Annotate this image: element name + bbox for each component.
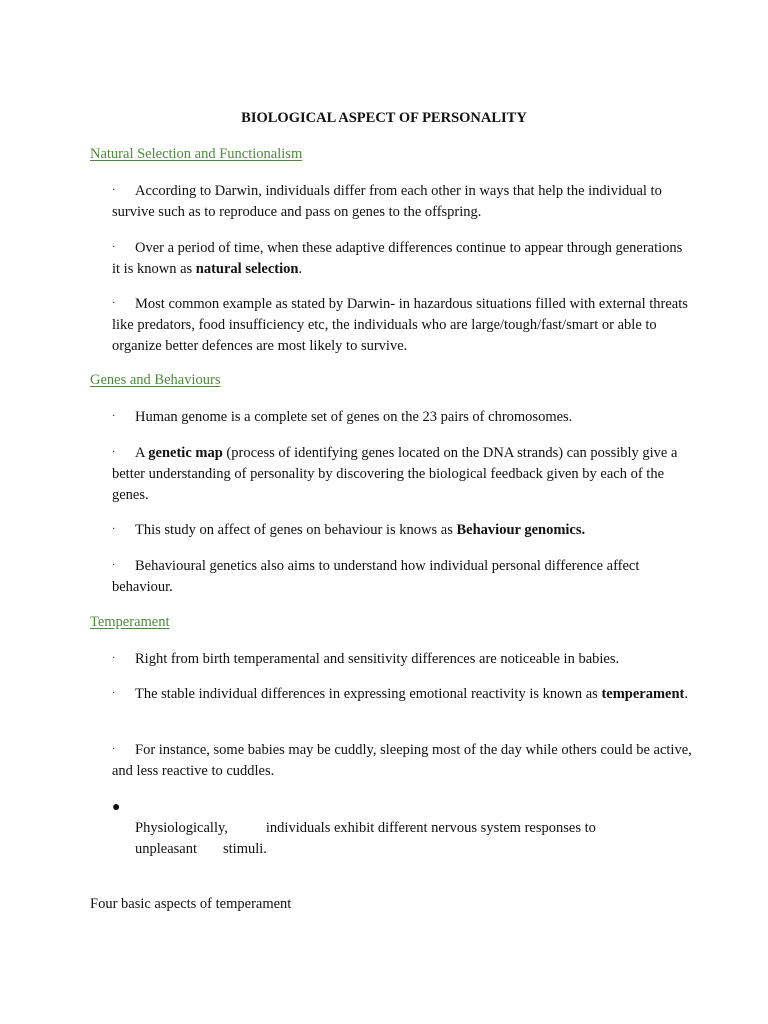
bullet-paragraph: · Human genome is a complete set of genes on the 23 pairs of chromosomes. xyxy=(112,406,692,428)
bullet-dot: · xyxy=(112,560,116,571)
bold-term: Behaviour genomics. xyxy=(456,522,586,538)
bullet-paragraph: · Behavioural genetics also aims to understand how individual personal difference affect behaviour. xyxy=(112,555,692,598)
bullet-paragraph: · Most common example as stated by Darwin- in hazardous situations filled with external threats like predators, food insufficiency etc, the individuals who are large/tough/fast/smart or able to organize better defences are most likely to survive. xyxy=(112,293,692,357)
bullet-dot: · xyxy=(112,524,116,535)
bullet-paragraph: · The stable individual differences in expressing emotional reactivity is known as temperament. xyxy=(112,683,692,705)
bullet-dot: · xyxy=(112,411,116,422)
bold-term: natural selection xyxy=(195,261,299,277)
bullet-dot: · xyxy=(112,298,116,309)
bullet-dot: · xyxy=(112,185,116,196)
section-heading-natural-selection: Natural Selection and Functionalism xyxy=(90,146,303,162)
bullet-paragraph: · Right from birth temperamental and sensitivity differences are noticeable in babies. xyxy=(112,648,692,670)
section-heading-genes: Genes and Behaviours xyxy=(90,372,221,388)
bullet-paragraph: · This study on affect of genes on behaviour is knows as Behaviour genomics. xyxy=(112,519,692,541)
bullet-dot: · xyxy=(112,744,116,755)
bullet-dot: · xyxy=(112,447,116,458)
bullet-dot: · xyxy=(112,653,116,664)
closing-line: Four basic aspects of temperament xyxy=(90,896,292,912)
physiology-paragraph: Physiologically, individuals exhibit different nervous system responses to unpleasant stimuli. xyxy=(135,820,596,857)
bullet-paragraph: · For instance, some babies may be cuddly, sleeping most of the day while others could be active, and less reactive to cuddles. xyxy=(112,739,692,782)
bullet-paragraph: · Over a period of time, when these adaptive differences continue to appear through generations it is known as natural selection. xyxy=(112,237,692,280)
disc-bullet-icon: ● xyxy=(112,800,121,815)
bullet-dot: · xyxy=(112,242,116,253)
section-heading-temperament: Temperament xyxy=(90,614,170,630)
document-title: BIOLOGICAL ASPECT OF PERSONALITY xyxy=(241,110,527,126)
bullet-dot: · xyxy=(112,688,116,699)
bold-term: genetic map xyxy=(148,445,223,461)
bullet-paragraph: · According to Darwin, individuals differ from each other in ways that help the individual to survive such as to reproduce and pass on genes to the offspring. xyxy=(112,180,692,223)
bold-term: temperament xyxy=(601,686,685,702)
bullet-paragraph: · A genetic map (process of identifying genes located on the DNA strands) can possibly give a better understanding of personality by discovering the biological feedback given by each of the genes. xyxy=(112,442,692,506)
